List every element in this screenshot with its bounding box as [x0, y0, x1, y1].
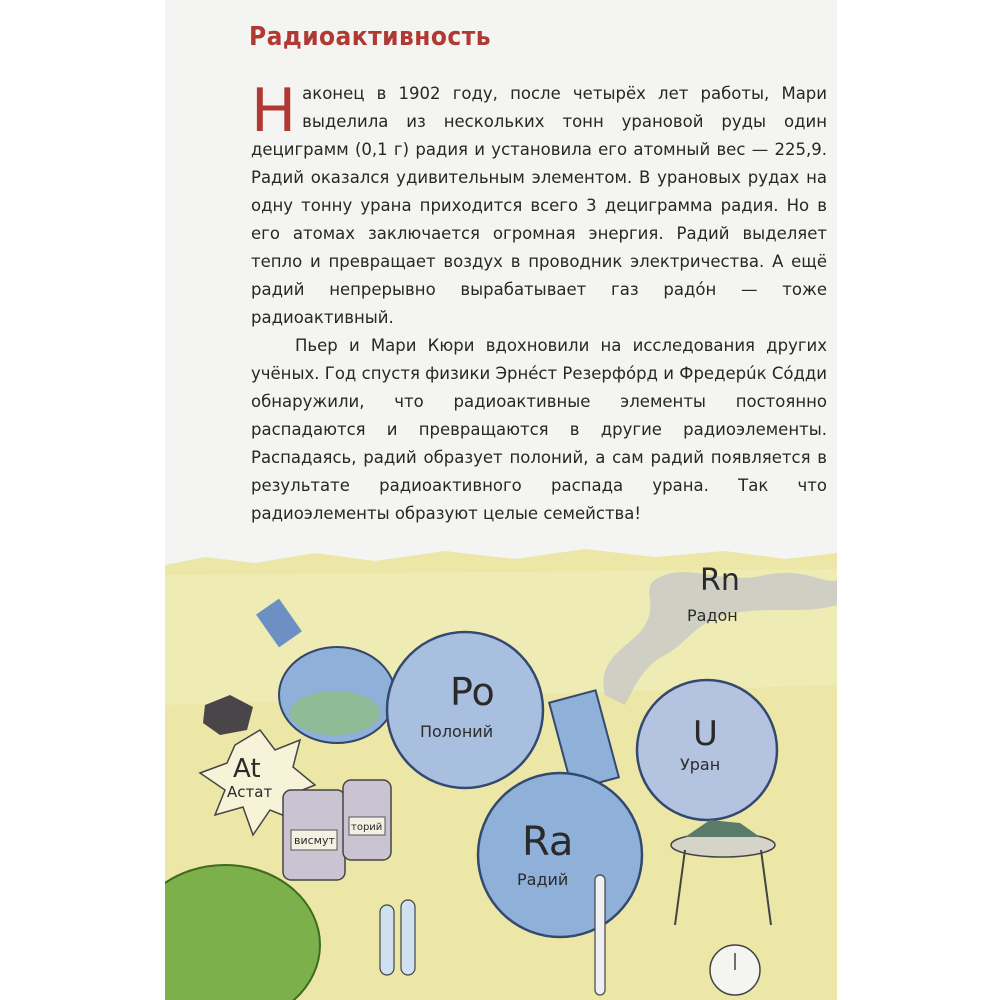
- illustration-svg: [165, 545, 837, 1000]
- polonium-symbol: Po: [450, 670, 495, 714]
- thermometer: [595, 875, 605, 995]
- astatine-symbol: At: [233, 754, 261, 784]
- radon-symbol: Rn: [700, 563, 740, 598]
- uranium-name: Уран: [680, 755, 721, 774]
- paragraph-2: Пьер и Мари Кюри вдохновили на исследования других учёных. Год спустя физики Эрнéст Резерфóрд и Фредерúк Сóдди обнаружили, что радиоактивные элементы постоянно распадаются и превращаются в другие радиоэлементы. Распадаясь, радий образует полоний, а сам радий появляется в результате радиоактивного распада урана. Так что радиоэлементы образуют целые семейства!: [251, 336, 827, 523]
- drop-cap: Н: [251, 76, 297, 146]
- body-text: [251, 76, 827, 528]
- uranium-symbol: U: [693, 714, 718, 754]
- polonium-name: Полоний: [420, 722, 494, 741]
- astatine-name: Астат: [227, 783, 273, 801]
- radioactive-elements-illustration: [165, 545, 837, 1000]
- book-page: [165, 0, 837, 1000]
- paragraph-1-text: аконец в 1902 году, после четырёх лет работы, Мари выделила из нескольких тонн урановой руды один дециграмм (0,1 г) радия и установила его атомный вес — 225,9. Радий оказался удивительным элементом. В урановых рудах на одну тонну урана приходится всего 3 дециграмма радия. Но в его атомах заключается огромная энергия. Радий выделяет тепло и превращает воздух в проводник электричества. А ещё радий непрерывно вырабатывает газ радóн — тоже радиоактивный.: [251, 84, 827, 327]
- paragraph-1: [251, 76, 827, 332]
- test-tube-2: [401, 900, 415, 975]
- bottle-thorium: [343, 780, 391, 860]
- thorium-label: торий: [351, 822, 383, 833]
- bottle-bismuth: [283, 790, 345, 880]
- radium-symbol: Ra: [522, 819, 574, 865]
- test-tube-1: [380, 905, 394, 975]
- bismuth-label: висмут: [294, 834, 335, 847]
- radon-name: Радон: [687, 606, 738, 625]
- radium-name: Радий: [517, 870, 569, 889]
- page-heading: Радиоактивность: [249, 22, 491, 52]
